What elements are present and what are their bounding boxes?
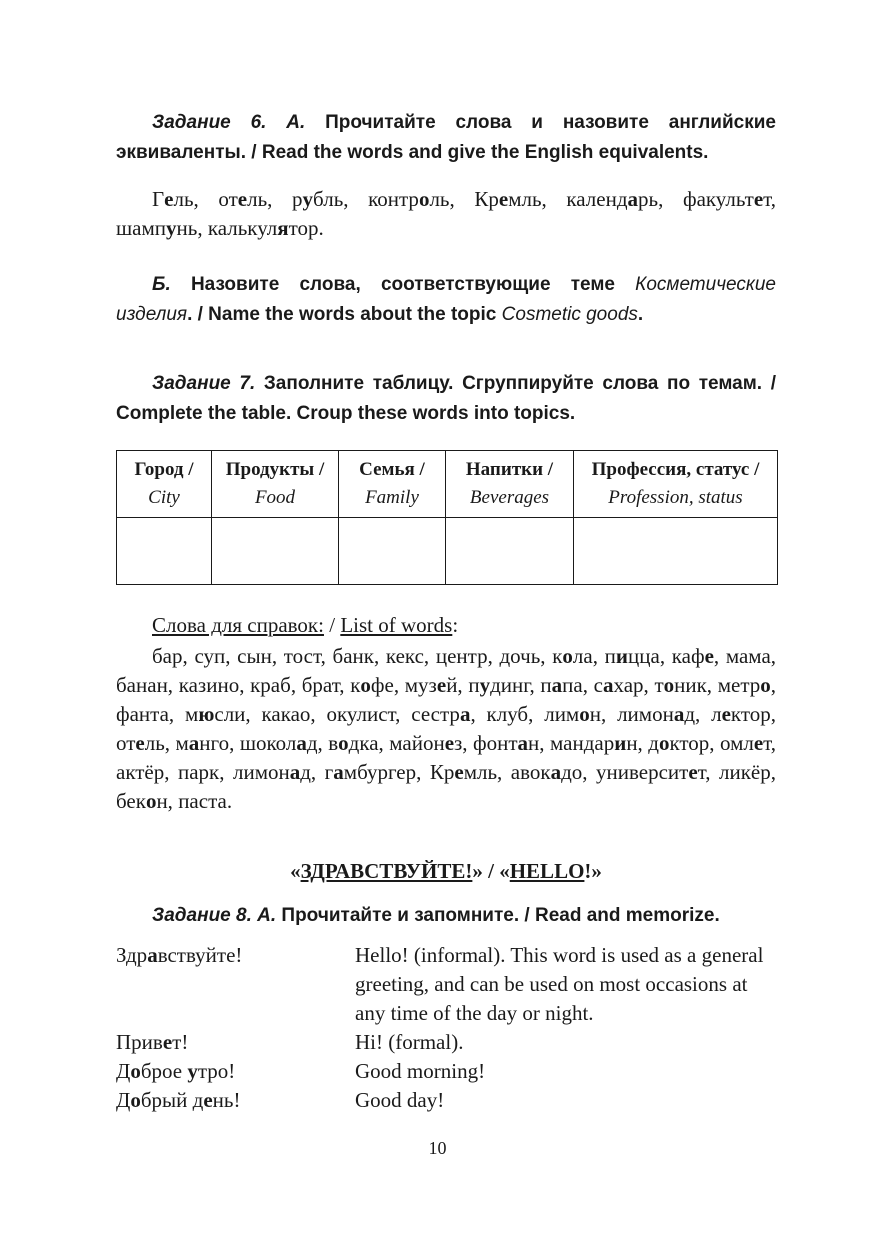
stressed-vowel: у xyxy=(479,673,491,697)
stressed-vowel: о xyxy=(579,702,590,726)
task8-instructions xyxy=(116,901,776,931)
task7-text: Заполните таблицу. Сгруппируйте слова по темам. / Complete the table. Croup these words into topics. xyxy=(116,373,776,424)
word: окулист, xyxy=(326,702,412,726)
answer-cell-city[interactable] xyxy=(117,518,212,585)
word: лектор, xyxy=(711,702,776,726)
col-beverages: Напитки / Beverages xyxy=(446,451,574,518)
task7-instructions xyxy=(116,369,776,429)
word: какао, xyxy=(261,702,327,726)
stressed-vowel: о xyxy=(130,1059,141,1083)
word: кофе, xyxy=(350,673,405,697)
word: сын, xyxy=(237,644,284,668)
stressed-vowel: а xyxy=(550,760,562,784)
word: день! xyxy=(192,1088,241,1112)
word: рубль, xyxy=(292,187,369,211)
stressed-vowel: а xyxy=(333,760,344,784)
word: бар, xyxy=(152,644,195,668)
stressed-vowel: а xyxy=(289,760,301,784)
stressed-vowel: о xyxy=(658,731,670,755)
stressed-vowel: е xyxy=(688,760,698,784)
word: гамбургер, xyxy=(324,760,430,784)
word: калькулятор. xyxy=(207,216,324,240)
word: Доброе xyxy=(116,1059,188,1083)
phrase-row xyxy=(116,1057,776,1086)
stressed-vowel: е xyxy=(753,731,764,755)
topics-table xyxy=(116,450,778,585)
stressed-vowel: и xyxy=(614,731,627,755)
word: шоколад, xyxy=(239,731,329,755)
word: центр, xyxy=(435,644,500,668)
task8-label: Задание 8. А. xyxy=(152,905,277,926)
word: пудинг, xyxy=(468,673,541,697)
stressed-vowel: о xyxy=(145,789,157,813)
phrase-ru xyxy=(116,1057,355,1086)
stressed-vowel: о xyxy=(360,673,371,697)
stressed-vowel: е xyxy=(164,187,174,211)
page-number: 10 xyxy=(428,1138,447,1158)
stressed-vowel: е xyxy=(498,187,509,211)
stressed-vowel: а xyxy=(551,673,563,697)
task6b-topic-en: Cosmetic goods xyxy=(501,304,638,325)
col-food: Продукты / Food xyxy=(212,451,339,518)
answer-cell-beverages[interactable] xyxy=(446,518,574,585)
phrase-en: Hello! (informal). This word is used as a general greeting, and can be used on most occasions at any time of the day or night. xyxy=(355,943,764,1025)
stressed-vowel: е xyxy=(704,644,714,668)
word: ликёр, xyxy=(719,760,776,784)
word-list-label xyxy=(116,611,776,640)
stressed-vowel: о xyxy=(418,187,430,211)
stressed-vowel: о xyxy=(130,1088,141,1112)
stressed-vowel: е xyxy=(444,731,455,755)
word: кекс, xyxy=(385,644,436,668)
task6b-end: . xyxy=(637,304,644,325)
stressed-vowel: е xyxy=(162,1030,173,1054)
phrase-list xyxy=(116,941,776,1115)
word: Кремль, xyxy=(474,187,567,211)
word: бекон, xyxy=(116,789,179,813)
list-label-ru: Слова для справок: xyxy=(152,613,324,637)
phrase-en: Good morning! xyxy=(355,1059,486,1083)
phrase-en: Good day! xyxy=(355,1088,445,1112)
stressed-vowel: е xyxy=(237,187,248,211)
word: лимонад, xyxy=(232,760,325,784)
word: папа, xyxy=(540,673,594,697)
word: Здравствуйте! xyxy=(116,943,243,967)
stressed-vowel: о xyxy=(338,731,349,755)
stressed-vowel: а xyxy=(627,187,639,211)
word: мюсли, xyxy=(185,702,262,726)
word: майонез, xyxy=(389,731,474,755)
word: тоник, xyxy=(654,673,718,697)
word: брат, xyxy=(301,673,351,697)
answer-cell-family[interactable] xyxy=(339,518,446,585)
word: краб, xyxy=(250,673,302,697)
answer-cell-food[interactable] xyxy=(212,518,339,585)
stressed-vowel: у xyxy=(302,187,314,211)
word: лимон, xyxy=(544,702,618,726)
word: лимонад, xyxy=(617,702,712,726)
task6-text: Прочитайте слова и назовите английские эквиваленты. / Read the words and give the English equivalents. xyxy=(116,112,776,163)
phrase-row xyxy=(116,941,776,1028)
table-answer-row xyxy=(117,518,778,585)
word: парк, xyxy=(177,760,233,784)
word: клуб, xyxy=(486,702,545,726)
stressed-vowel: е xyxy=(135,731,145,755)
stressed-vowel: е xyxy=(436,673,447,697)
section-title: «ЗДРАВСТВУЙТЕ!» / «HELLO!» xyxy=(290,859,602,883)
answer-cell-profession[interactable] xyxy=(574,518,778,585)
word: шампунь, xyxy=(116,216,208,240)
word: календарь, xyxy=(566,187,683,211)
word: сестра, xyxy=(411,702,487,726)
stressed-vowel: и xyxy=(615,644,629,668)
word: факультет, xyxy=(682,187,777,211)
task6-label: Задание 6. А. xyxy=(152,112,306,133)
task6b-text2: . / Name the words about the topic xyxy=(187,304,502,325)
word: фанта, xyxy=(116,702,186,726)
word: сахар, xyxy=(593,673,655,697)
table-header-row xyxy=(117,451,778,518)
word: метро, xyxy=(717,673,777,697)
col-family: Семья / Family xyxy=(339,451,446,518)
stressed-vowel: а xyxy=(296,731,307,755)
word: актёр, xyxy=(116,760,178,784)
stressed-vowel: е xyxy=(203,1088,213,1112)
word: отель, xyxy=(218,187,293,211)
task8-text: Прочитайте и запомните. / Read and memorize. xyxy=(276,905,720,926)
stressed-vowel: о xyxy=(663,673,675,697)
word: Привет! xyxy=(116,1030,189,1054)
phrase-ru xyxy=(116,1086,355,1115)
word: суп, xyxy=(194,644,238,668)
word: банан, xyxy=(116,673,179,697)
word: пицца, xyxy=(604,644,672,668)
stressed-vowel: е xyxy=(454,760,464,784)
task6-word-list xyxy=(116,185,776,243)
stressed-vowel: а xyxy=(188,731,200,755)
task6-instructions xyxy=(116,108,776,168)
task7-label: Задание 7. xyxy=(152,373,256,394)
word: паста. xyxy=(178,789,233,813)
stressed-vowel: у xyxy=(166,216,177,240)
stressed-vowel: а xyxy=(673,702,685,726)
word: дочь, xyxy=(499,644,553,668)
stressed-vowel: о xyxy=(760,673,771,697)
phrase-row xyxy=(116,1086,776,1115)
section-title-en: HELLO xyxy=(509,859,585,883)
word: мама, xyxy=(725,644,777,668)
word: университет, xyxy=(596,760,719,784)
stressed-vowel: а xyxy=(459,702,471,726)
word: кафе, xyxy=(671,644,726,668)
word: доктор, xyxy=(648,731,720,755)
stressed-vowel: а xyxy=(517,731,529,755)
phrase-en: Hi! (formal). xyxy=(355,1030,464,1054)
stressed-vowel: у xyxy=(187,1059,198,1083)
list-colon: : xyxy=(452,613,459,637)
task6b-topic-ru: Косметические изделия xyxy=(116,274,776,325)
word: мандарин, xyxy=(549,731,649,755)
stressed-vowel: е xyxy=(753,187,764,211)
topics-table-wrap xyxy=(116,450,776,585)
word: Гель, xyxy=(152,187,219,211)
col-profession: Профессия, статус / Profession, status xyxy=(574,451,778,518)
word: контроль, xyxy=(368,187,475,211)
col-city: Город / City xyxy=(117,451,212,518)
stressed-vowel: е xyxy=(721,702,731,726)
word: авокадо, xyxy=(510,760,596,784)
task6b-label: Б. xyxy=(152,274,171,295)
word: утро! xyxy=(187,1059,236,1083)
task6b-text1: Назовите слова, соответствующие теме xyxy=(170,274,636,295)
word: банк, xyxy=(332,644,386,668)
list-sep: / xyxy=(323,613,341,637)
list-label-en: List of words xyxy=(340,613,453,637)
word: тост, xyxy=(283,644,333,668)
word: отель, xyxy=(116,731,176,755)
word: кола, xyxy=(552,644,605,668)
word: водка, xyxy=(328,731,390,755)
phrase-ru xyxy=(116,941,355,1028)
phrase-row xyxy=(116,1028,776,1057)
word: Кремль, xyxy=(429,760,511,784)
word: казино, xyxy=(178,673,251,697)
stressed-vowel: а xyxy=(602,673,614,697)
stressed-vowel: о xyxy=(562,644,573,668)
task6b-instructions xyxy=(116,270,776,330)
stressed-vowel: ю xyxy=(198,702,215,726)
stressed-vowel: я xyxy=(277,216,289,240)
word: музей, xyxy=(404,673,469,697)
word: омлет, xyxy=(719,731,777,755)
word: манго, xyxy=(175,731,240,755)
phrase-ru xyxy=(116,1028,355,1057)
word: Добрый xyxy=(116,1088,193,1112)
task7-word-list xyxy=(116,642,776,816)
word: фонтан, xyxy=(473,731,550,755)
section-title-ru: ЗДРАВСТВУЙТЕ! xyxy=(300,859,473,883)
stressed-vowel: а xyxy=(147,943,158,967)
